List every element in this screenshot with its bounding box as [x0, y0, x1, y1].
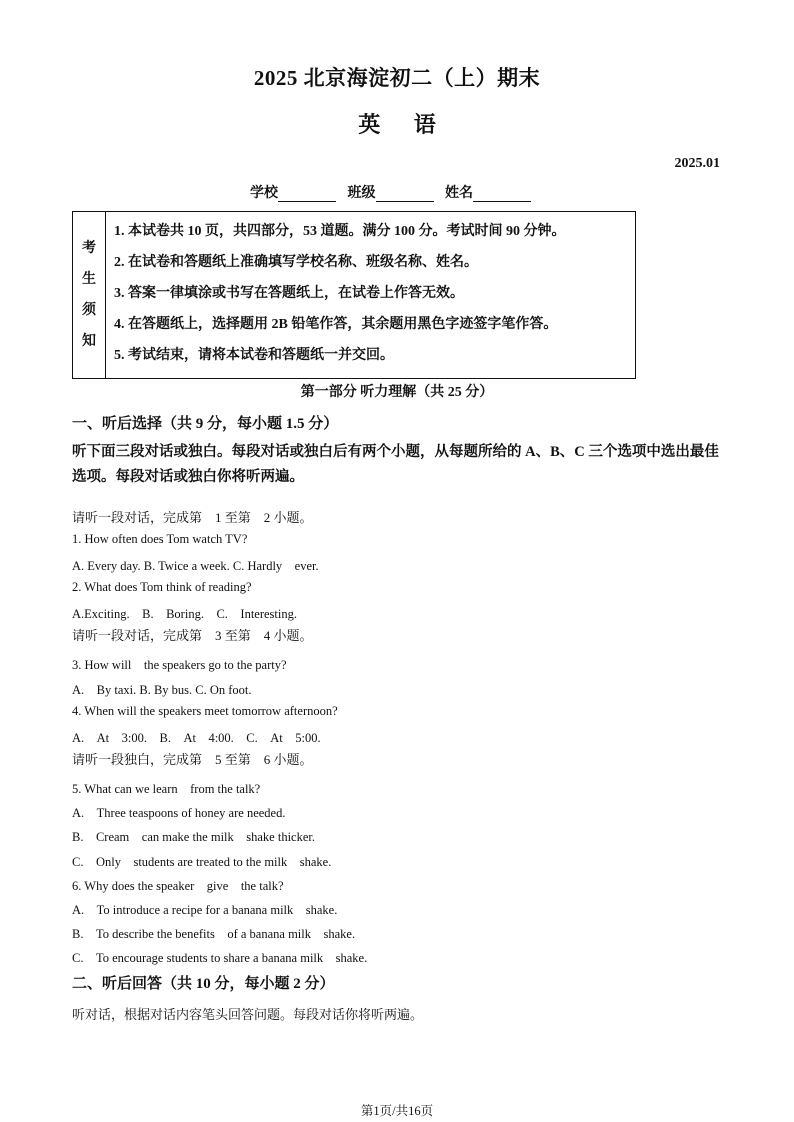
notice-label: [73, 212, 106, 378]
question-line: 2. What does Tom think of reading?: [72, 580, 252, 594]
page-number: 第1页/共16页: [360, 1104, 434, 1118]
notice-label-char: 知: [82, 334, 96, 349]
notice-item: 4. 在答题纸上，选择题用 2B 铅笔作答，其余题用黑色字迹签字笔作答。: [114, 317, 558, 332]
question-line: 请听一段独白，完成第 5 至第 6 小题。: [72, 752, 313, 767]
section2-heading: 二、听后回答（共 10 分，每小题 2 分）: [72, 976, 335, 992]
question-line: B. Cream can make the milk shake thicker.: [72, 830, 315, 844]
notice-item: 5. 考试结束，请将本试卷和答题纸一并交回。: [114, 348, 394, 363]
student-info-line: [250, 182, 539, 202]
section1-heading: 一、听后选择（共 9 分，每小题 1.5 分）: [72, 416, 339, 432]
exam-title: 2025 北京海淀初二（上）期末: [253, 66, 541, 90]
section1-instruction: 听下面三段对话或独白。每段对话或独白后有两个小题，从每题所给的 A、B、C 三个选项中选出最佳选项。每段对话或独白你将听两遍。: [72, 444, 719, 485]
question-line: 3. How will the speakers go to the party?: [72, 658, 287, 672]
question-line: 6. Why does the speaker give the talk?: [72, 879, 284, 893]
notice-label-char: 生: [82, 272, 96, 287]
question-line: A.Exciting. B. Boring. C. Interesting.: [72, 607, 297, 621]
question-line: A. Every day. B. Twice a week. C. Hardly ever.: [72, 559, 319, 573]
question-line: A. At 3:00. B. At 4:00. C. At 5:00.: [72, 731, 321, 745]
question-line: 1. How often does Tom watch TV?: [72, 532, 248, 546]
question-line: C. To encourage students to share a banana milk shake.: [72, 951, 368, 965]
school-label: 学校: [250, 186, 278, 201]
question-line: A. By taxi. B. By bus. C. On foot.: [72, 683, 252, 697]
exam-date: 2025.01: [674, 156, 720, 171]
notice-label-char: 考: [82, 241, 96, 256]
class-label: 班级: [347, 186, 376, 201]
part1-title: 第一部分 听力理解（共 25 分）: [300, 385, 494, 400]
notice-item: 3. 答案一律填涂或书写在答题纸上，在试卷上作答无效。: [114, 286, 464, 301]
notice-label-char: 须: [82, 303, 96, 318]
exam-notice-box: [72, 211, 636, 379]
question-line: C. Only students are treated to the milk shake.: [72, 855, 332, 869]
question-line: 4. When will the speakers meet tomorrow afternoon?: [72, 704, 338, 718]
name-label: 姓名: [445, 186, 473, 201]
notice-item: 1. 本试卷共 10 页，共四部分，53 道题。满分 100 分。考试时间 90 分钟。: [114, 224, 566, 239]
school-blank[interactable]: [278, 187, 336, 202]
notice-items: [106, 212, 635, 378]
question-line: A. To introduce a recipe for a banana milk shake.: [72, 903, 338, 917]
section2-instruction: 听对话，根据对话内容笔头回答问题。每段对话你将听两遍。: [72, 1007, 424, 1022]
question-line: A. Three teaspoons of honey are needed.: [72, 806, 286, 820]
question-line: 请听一段对话，完成第 1 至第 2 小题。: [72, 510, 313, 525]
question-line: 5. What can we learn from the talk?: [72, 782, 261, 796]
name-blank[interactable]: [473, 187, 531, 202]
question-line: 请听一段对话，完成第 3 至第 4 小题。: [72, 628, 313, 643]
notice-item: 2. 在试卷和答题纸上准确填写学校名称、班级名称、姓名。: [114, 255, 478, 270]
class-blank[interactable]: [376, 187, 434, 202]
question-line: B. To describe the benefits of a banana milk shake.: [72, 927, 356, 941]
subject-title: 英 语: [358, 112, 436, 137]
